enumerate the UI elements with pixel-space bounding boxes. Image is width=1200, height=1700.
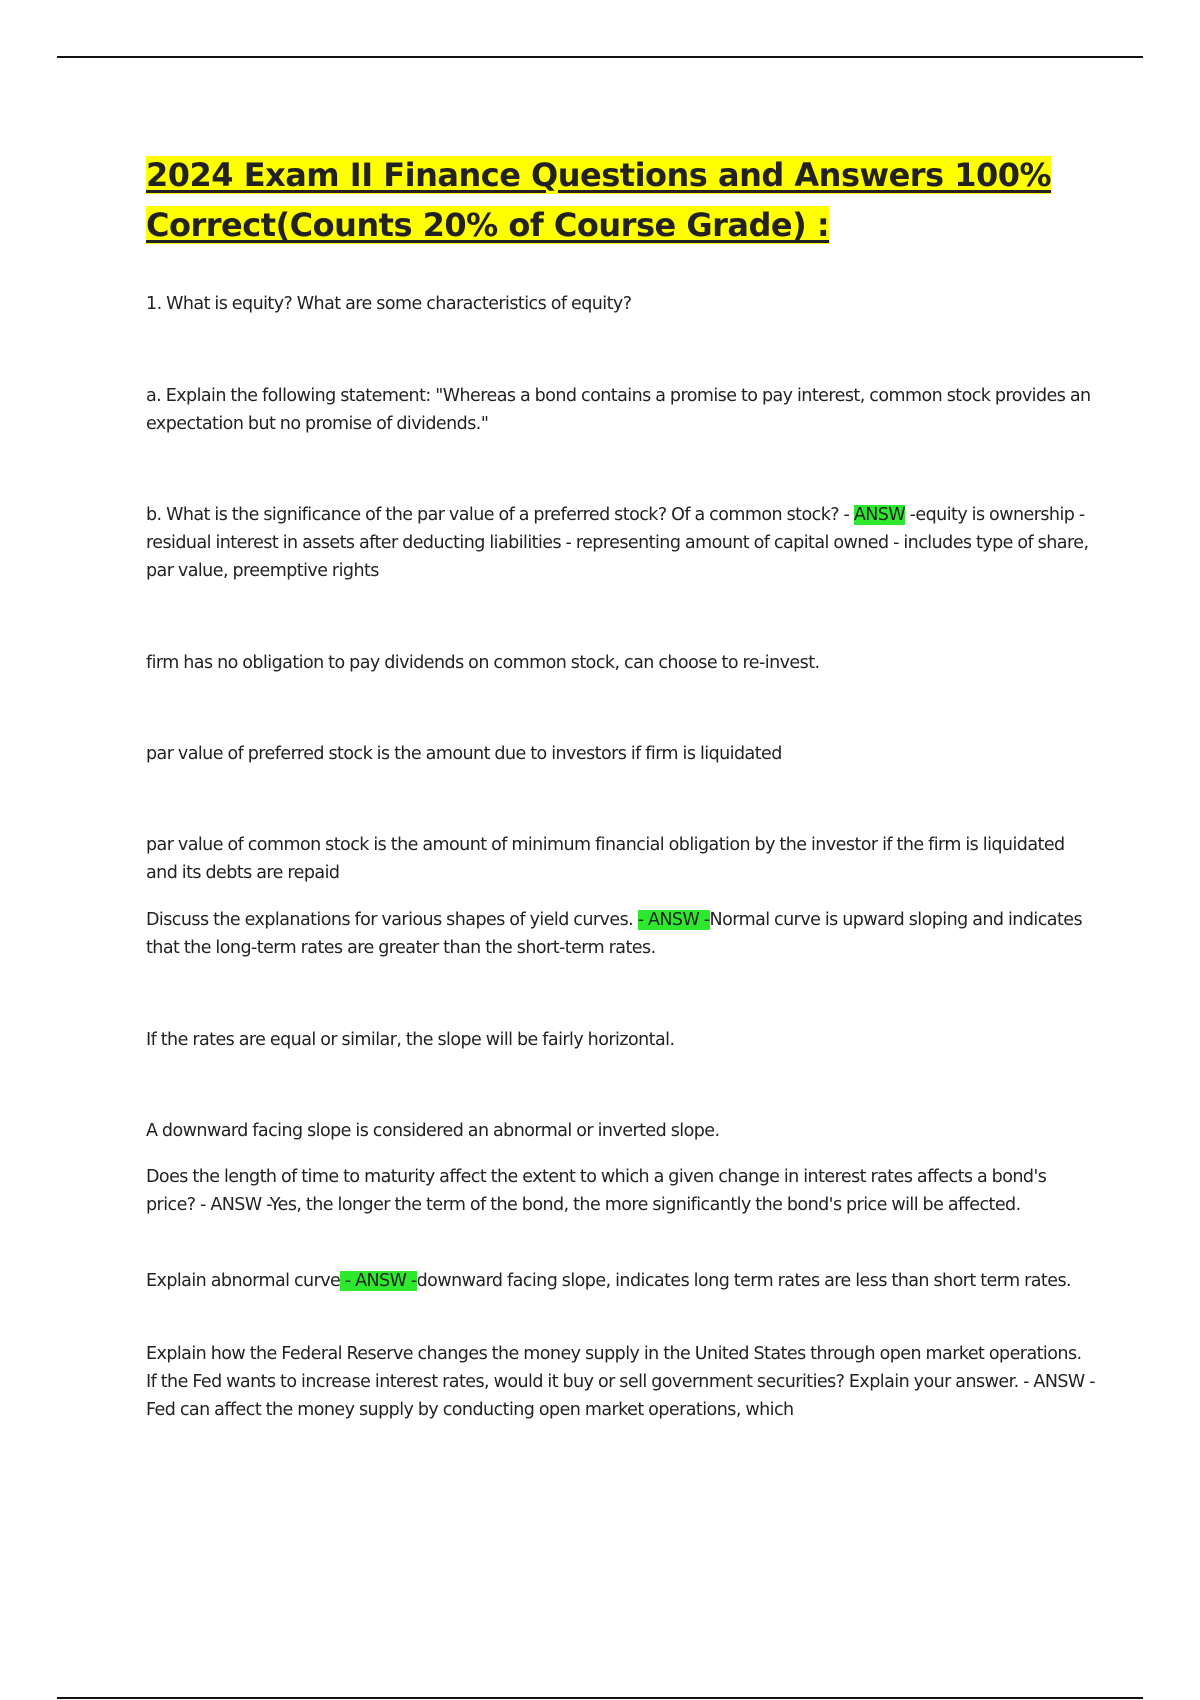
answer-label: - ANSW - <box>340 1271 417 1291</box>
answer-paragraph <box>146 1026 1096 1054</box>
question-1 <box>146 290 1096 318</box>
paragraph-text: b. What is the significance of the par value of a preferred stock? Of a common stock? - <box>146 505 854 525</box>
paragraph-text: par value of preferred stock is the amount due to investors if firm is liquidated <box>146 744 782 764</box>
paragraph-text: A downward facing slope is considered an abnormal or inverted slope. <box>146 1121 720 1141</box>
paragraph-text: 1. What is equity? What are some characteristics of equity? <box>146 294 632 314</box>
paragraph-text: a. Explain the following statement: "Whereas a bond contains a promise to pay interest, common stock provides an expectation but no promise of dividends." <box>146 386 1091 434</box>
paragraph-text: Discuss the explanations for various shapes of yield curves. <box>146 910 638 930</box>
question-1a <box>146 382 1096 438</box>
top-rule <box>57 56 1143 58</box>
question-abnormal-curve <box>146 1267 1096 1295</box>
answer-paragraph <box>146 649 1096 677</box>
paragraph-text: Explain how the Federal Reserve changes the money supply in the United States through open market operations. If the Fed wants to increase interest rates, would it buy or sell government securities? Explain your answer. - ANSW -Fed can affect the money supply by conducting open market operations, which <box>146 1344 1095 1420</box>
paragraph-text: Explain abnormal curve <box>146 1271 341 1291</box>
answer-paragraph <box>146 740 1096 768</box>
bottom-rule <box>57 1697 1143 1699</box>
answer-text: downward facing slope, indicates long term rates are less than short term rates. <box>416 1271 1072 1291</box>
answer-text: -equity is ownership - residual interest in assets after deducting liabilities - representing amount of capital owned - includes type of share, par value, preemptive rights <box>146 505 1089 581</box>
answer-text: Normal curve is upward sloping and indicates that the long-term rates are greater than the short-term rates. <box>146 910 1083 958</box>
paragraph-text: firm has no obligation to pay dividends on common stock, can choose to re-invest. <box>146 653 820 673</box>
paragraph-text: If the rates are equal or similar, the slope will be fairly horizontal. <box>146 1030 675 1050</box>
answer-paragraph <box>146 831 1096 887</box>
title-text: 2024 Exam II Finance Questions and Answers 100% Correct(Counts 20% of Course Grade) : <box>146 156 1052 244</box>
question-federal-reserve <box>146 1340 1096 1424</box>
question-yield-curves <box>146 906 1096 962</box>
document-page <box>146 150 1096 1420</box>
answer-label: ANSW <box>853 505 906 525</box>
paragraph-text: Does the length of time to maturity affect the extent to which a given change in interest rates affects a bond's price? - ANSW -Yes, the longer the term of the bond, the more significantly the bond's price will be affected. <box>146 1167 1047 1215</box>
paragraph-text: par value of common stock is the amount of minimum financial obligation by the investor if the firm is liquidated and its debts are repaid <box>146 835 1065 883</box>
answer-label: - ANSW - <box>637 910 710 930</box>
document-title <box>146 150 1096 250</box>
question-maturity <box>146 1163 1096 1219</box>
question-1b <box>146 501 1096 585</box>
answer-paragraph <box>146 1117 1096 1145</box>
